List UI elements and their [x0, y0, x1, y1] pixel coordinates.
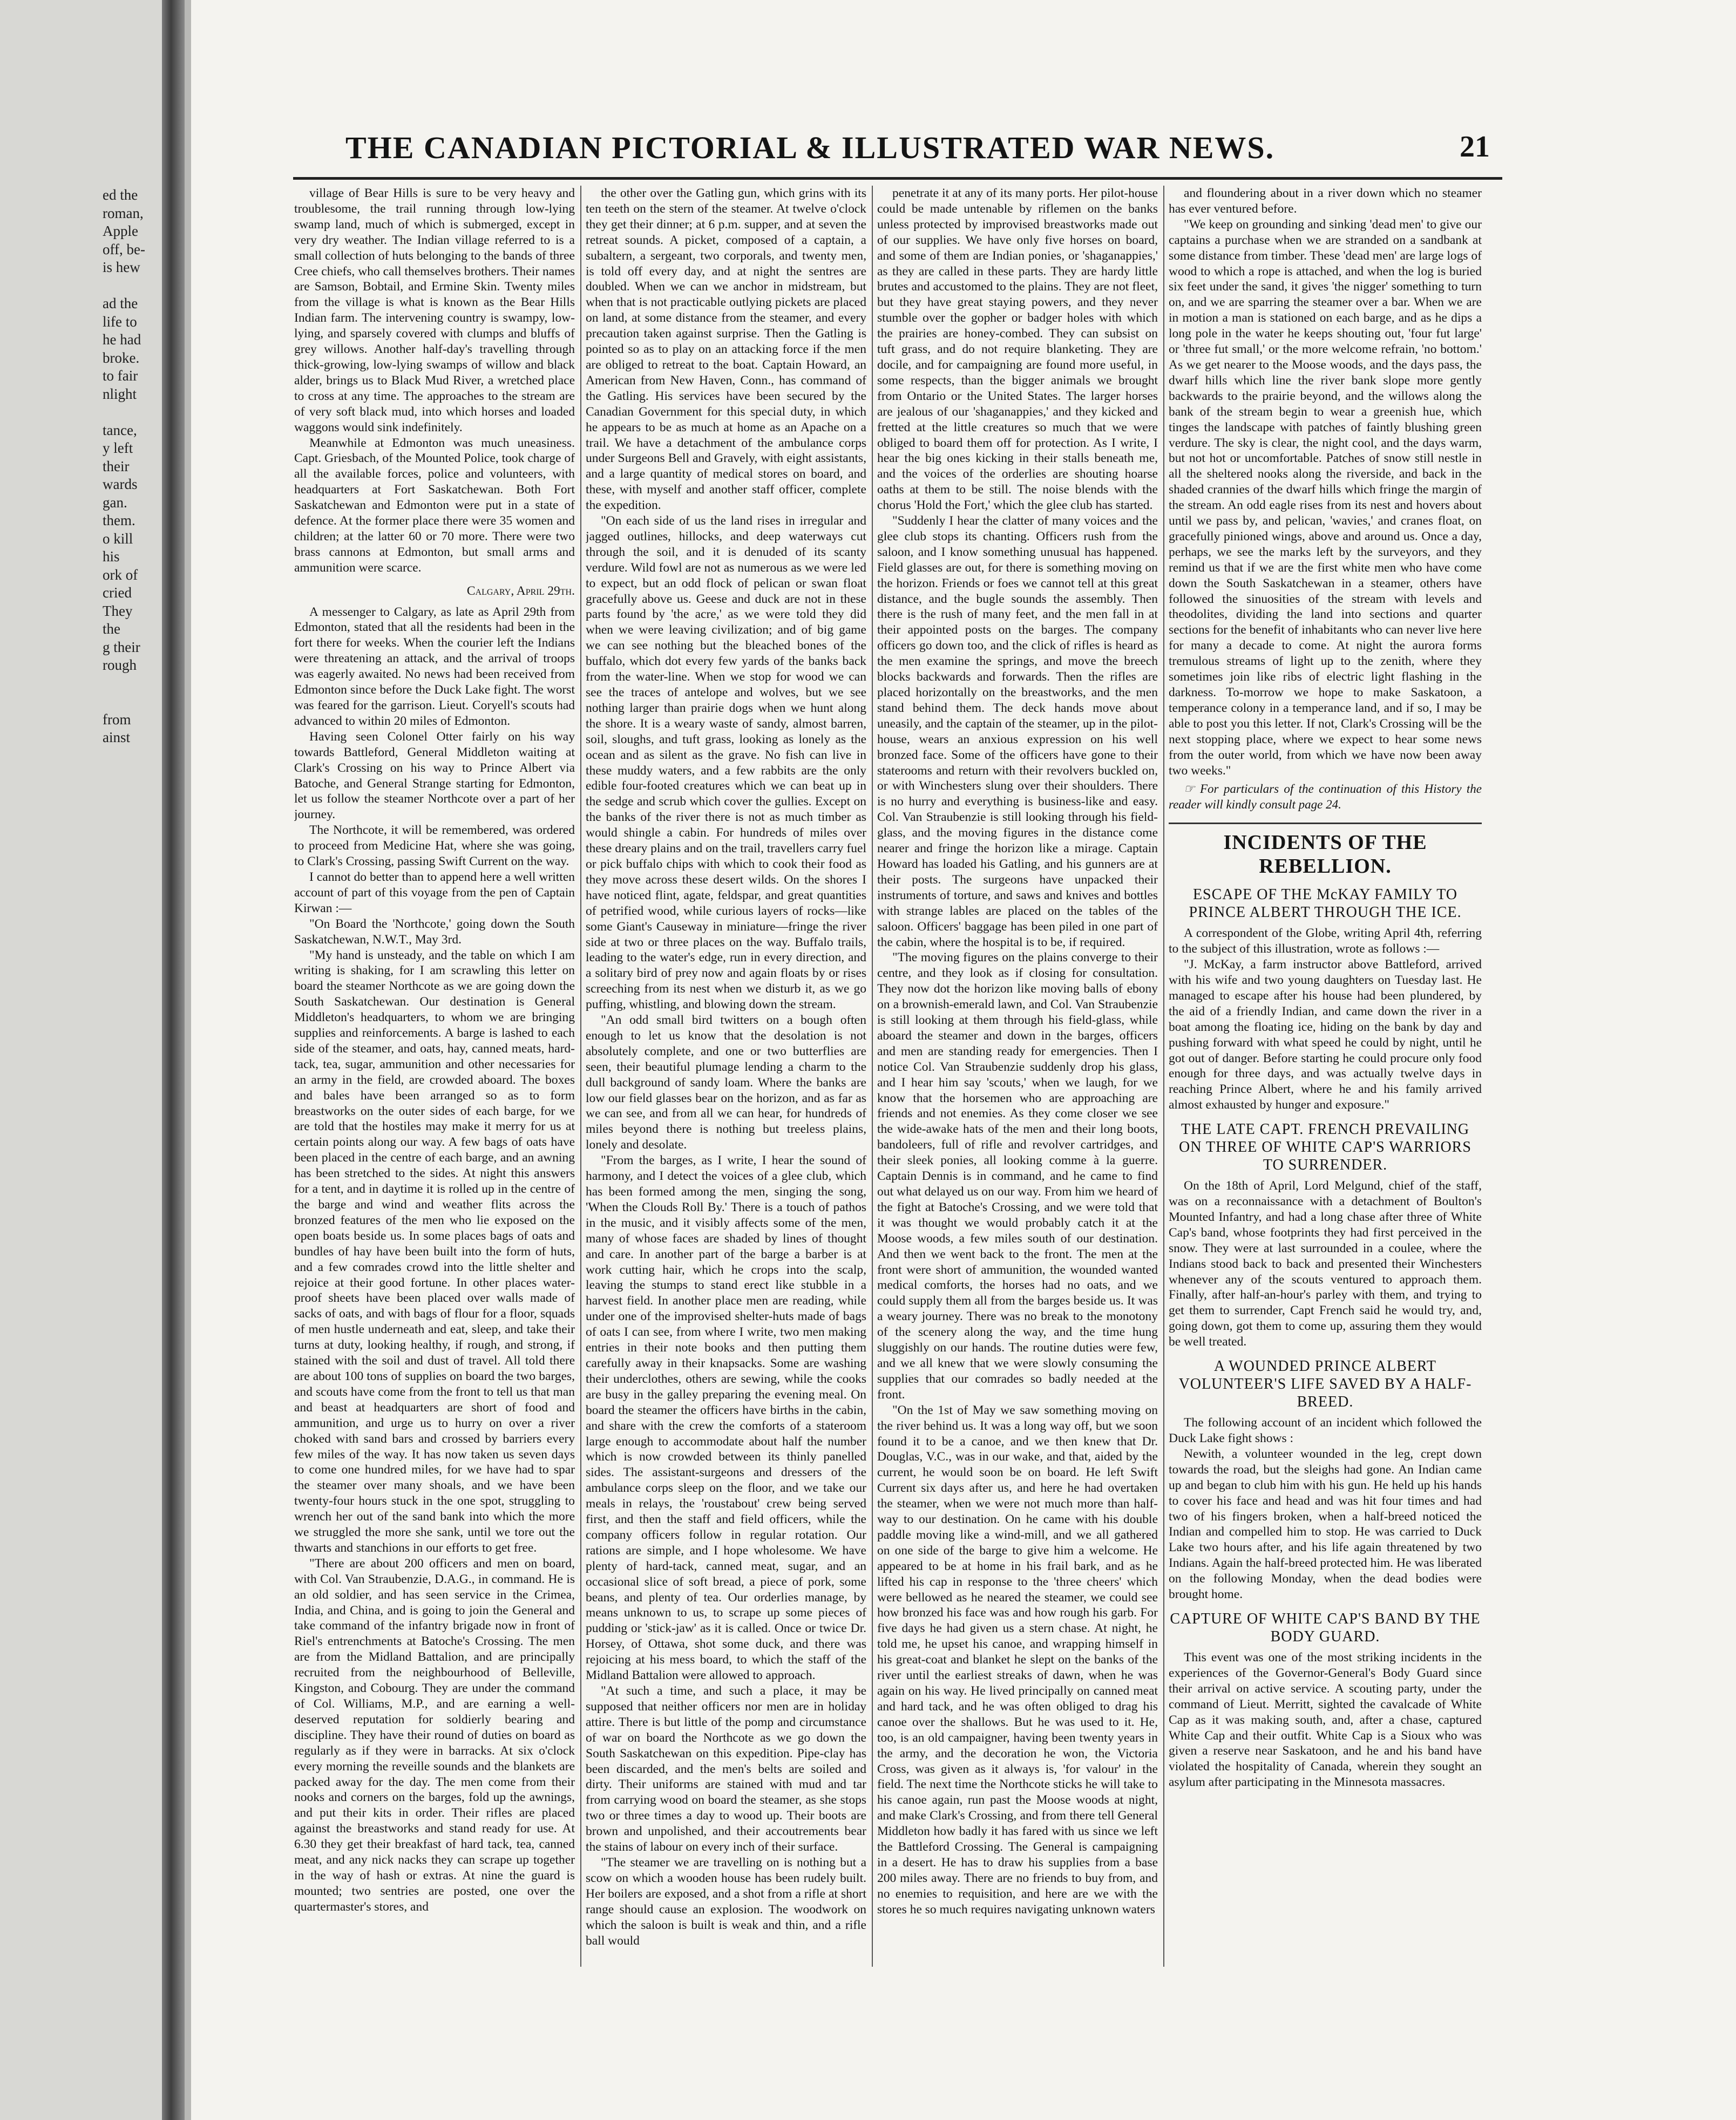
- facing-page-text: the: [103, 621, 120, 637]
- facing-page-text: roman,: [103, 205, 144, 221]
- article-paragraph: I cannot do better than to append here a well written account of part of this voyage from the pen of Captain Kirwan :—: [294, 869, 575, 915]
- facing-page-text: wards: [103, 476, 138, 492]
- facing-page-text: broke.: [103, 349, 140, 366]
- facing-page-text: to fair: [103, 368, 138, 384]
- facing-page-text: their: [103, 458, 130, 474]
- article-subheading: ESCAPE OF THE McKAY FAMILY TO PRINCE ALBERT THROUGH THE ICE.: [1189, 886, 1462, 921]
- article-paragraph: Newith, a volunteer wounded in the leg, crept down towards the road, but the sleighs had gone. An Indian came up and began to club him with his gun. He held up his hands to cover his face and head and was hit four times and had two of his fingers broken, when a half-breed noticed the Indian and compelled him to stop. He was carried to Duck Lake two hours after, and his life again threatened by two Indians. Again the half-breed protected him. He was liberated on the following Monday, when the dead bodies were brought home.: [1169, 1446, 1482, 1602]
- page-header: [345, 130, 1490, 173]
- article-paragraph: On the 18th of April, Lord Melgund, chief of the staff, was on a reconnaissance with a detachment of Boulton's Mounted Infantry, and had a long chase after three of White Cap's band, whose footprints they had first perceived in the snow. They were at last surrounded in a coulee, where the Indians stood back to back and presented their Winchesters whenever any of the scouts ventured to approach them. Finally, after half-an-hour's parley with them, and trying to get them to surrender, Capt French said he would try, and, going down, got them to come up, assuring them they would be well treated.: [1169, 1179, 1482, 1349]
- article-paragraph: "On each side of us the land rises in irregular and jagged outlines, hillocks, and deep waterways cut through the soil, and it is denuded of its scanty verdure. Wild fowl are not as numerous as we were led to expect, but an odd flock of pelican or swan float gracefully above us. Geese and duck are not in these parts found by 'the acre,' as we were told they did when we were leaving civilization; and of big game we can see nothing but the bleached bones of the buffalo, which dot every few yards of the banks back from the water-line. When we stop for wood we can see the traces of antelope and wolves, but we see nothing larger than prairie dogs when we hunt along the shore. It is a weary waste of sandy, almost barren, soil, sloughs, and tuft grass, looking as lonely as the ocean and as silent as the grave. No fish can live in these muddy waters, and a few rabbits are the only edible four-footed creatures which we can beat up in the sedge and scrub which cover the gullies. Except on the banks of the river there is not as much timber as would shingle a cabin. For hundreds of miles over these dreary plains and on the trail, travellers carry fuel or pick buffalo chips with which to cook their food as they move across these desert wilds. On the shores I have noticed flint, agate, feldspar, and great quantities of petrified wood, while curious layers of rocks—like some Giant's Causeway in miniature—fringe the river side at two or three places on the way. Buffalo trails, leading to the water's edge, run in every direction, and a solitary bird of prey now and again floats by or rises screeching from its nest when we disturb it, as we go puffing, whistling, and blowing down the stream.: [586, 514, 866, 1012]
- facing-page-text: life to: [103, 313, 137, 330]
- facing-page-text: y left: [103, 440, 133, 456]
- facing-page-text: ainst: [103, 729, 130, 745]
- article-paragraph: The following account of an incident which followed the Duck Lake fight shows :: [1169, 1416, 1482, 1445]
- article-paragraph: "On the 1st of May we saw something moving on the river behind us. It was a long way off, but we soon found it to be a canoe, and we then knew that Dr. Douglas, V.C., was in our wake, and that, aided by the current, he would soon be on board. He left Swift Current six days after us, and here he had overtaken the steamer, when we were not much more than half-way to our destination. On he came with his double paddle moving like a wind-mill, and we all gathered on one side of the barge to give him a welcome. He appeared to be at home in his frail bark, and as he lifted his cap in response to the 'three cheers' which were bellowed as he neared the steamer, we could see how bronzed his face was and how rough his garb. For five days he had given us a stern chase. At night, he told me, he upset his canoe, and wrapping himself in his great-coat and blanket he slept on the banks of the river until the earliest streaks of dawn, when he was again on his way. He lived principally on canned meat and hard tack, and he was often obliged to drag his canoe over the shallows. But he was used to it. He, too, is an old campaigner, having been twenty years in the army, and the decoration he won, the Victoria Cross, was given as it always is, 'for valour' in the field. The next time the Northcote sticks he will take to his canoe again, run past the Moose woods at night, and make Clark's Crossing, and from there tell General Middleton how badly it has fared with us since we left the Battleford Crossing. The General is campaigning in a desert. He has to draw his supplies from a base 200 miles away. There are no friends to buy from, and no enemies to requisition, and here are we with the stores he so much requires navigating unknown waters: [877, 1403, 1158, 1917]
- article-paragraph: "We keep on grounding and sinking 'dead men' to give our captains a purchase when we are stranded on a sandbank at some distance from timber. These 'dead men' are large logs of wood to which a rope is attached, and when the log is buried six feet under the sand, it gives 'the nigger' something to turn on, and we are sparring the steamer over a bar. When we are in motion a man is stationed on each barge, and as he dips a long pole in the water he keeps shouting out, 'four fut large' or 'three fut small,' or the more welcome refrain, 'no bottom.' As we get nearer to the Moose woods, and the days pass, the dwarf hills which line the river bank slope more gently backwards to the prairie beyond, and the willows along the bank of the stream begin to wear a greenish hue, which tinges the landscape with patches of faintly blushing green verdure. The sky is clear, the night cool, and the days warm, but not hot or uncomfortable. Patches of snow still nestle in all the sheltered nooks along the riverside, and back in the shaded crannies of the dwarf hills which fringe the margin of the stream. An odd eagle rises from its nest and hovers about until we pass by, and pelican, 'wavies,' and cranes float, on gracefully pinioned wings, above and around us. Once a day, perhaps, we see the marks left by the surveyors, and they remind us that if we are the first white men who have come down the South Saskatchewan in a steamer, others have followed the sinuosities of the stream with levels and theodolites, dividing the land into sections and quarter sections for the benefit of inhabitants who can never live here for many a decade to come. At night the aurora forms tremulous streams of light up to the zenith, where they sometimes join like ribs of electric light flashing in the darkness. To-morrow we hope to make Saskatoon, a temperance colony in a temperance land, and if so, I may be able to post you this letter. If not, Clark's Crossing will be the next stopping place, where we expect to hear some news from the outer world, from which we have now been away two weeks.": [1169, 217, 1482, 778]
- article-paragraph: and floundering about in a river down which no steamer has ever ventured before.: [1169, 186, 1482, 216]
- facing-page-text: rough: [103, 657, 137, 673]
- section-rule: [1169, 823, 1482, 824]
- article-paragraph: The Northcote, it will be remembered, was ordered to proceed from Medicine Hat, where she was going, to Clark's Crossing, passing Swift Current on the way.: [294, 823, 575, 869]
- article-paragraph: "Suddenly I hear the clatter of many voices and the glee club stops its chanting. Officers rush from the saloon, and I know something unusual has happened. Field glasses are out, for there is something moving on the horizon. Friends or foes we cannot tell at this great distance, and the bugle sounds the assembly. Then there is the rush of many feet, and the men fall in at their appointed posts on the barges. The company officers go down too, and the click of rifles is heard as the men examine the springs, and move the breech blocks backwards and forwards. Then the rifles are placed horizontally on the breastworks, and the men stand behind them. The deck hands move about uneasily, and the captain of the steamer, up in the pilot-house, wears an anxious expression on his well bronzed face. Some of the officers have gone to their staterooms and return with their revolvers buckled on, or with Winchesters slung over their shoulders. There is no hurry and everything is business-like and easy. Col. Van Straubenzie is still looking through his field-glass, and the moving figures in the distance come nearer and fringe the horizon like a mirage. Captain Howard has loaded his Gatling, and his gunners are at their posts. The surgeons have unpacked their instruments of torture, and saws and knives and bottles with strange lables are placed on the tables of the saloon. Officers' baggage has been piled in one part of the cabin, where the hospital is to be, if required.: [877, 514, 1158, 949]
- article-paragraph: the other over the Gatling gun, which grins with its ten teeth on the stern of the steamer. At twelve o'clock they get their dinner; at 6 p.m. supper, and at seven the retreat sounds. A picket, composed of a captain, a subaltern, a sergeant, two corporals, and twenty men, is told off every day, and at night the sentres are doubled. When we can we anchor in midstream, but when that is not practicable outlying pickets are placed on land, at some distance from the steamer, and every precaution taken against surprise. Then the Gatling is pointed so as to play on an attacking force if the men are obliged to retreat to the boat. Captain Howard, an American from New Haven, Conn., has command of the Gatling. His services have been secured by the Canadian Government for this special duty, in which he appears to be as much at home as an Apache on a trail. We have a detachment of the ambulance corps under Surgeons Bell and Gravely, with eight assistants, and a large quantity of medical stores on board, and these, with myself and another staff officer, complete the expedition.: [586, 186, 866, 513]
- facing-page-text: o kill: [103, 530, 133, 547]
- article-paragraph: "There are about 200 officers and men on board, with Col. Van Straubenzie, D.A.G., in command. He is an old soldier, and has seen service in the Crimea, India, and China, and is going to join the General and take command of the infantry brigade now in front of Riel's entrenchments at Batoche's Crossing. The men are from the Midland Battalion, and are principally recruited from the neighbourhood of Belleville, Kingston, and Cobourg. They are under the command of Col. Williams, M.P., and are earning a well-deserved reputation for soldierly bearing and discipline. They have their round of duties on board as regularly as if they were in barracks. At six o'clock every morning the reveille sounds and the blankets are packed away for the day. The men come from their nooks and corners on the barges, fold up the awnings, and put their kits in order. Their rifles are placed against the breastworks and stand ready for use. At 6.30 they get their breakfast of hard tack, tea, canned meat, and any nick nacks they can scrape up together in the way of hash or extras. At nine the guard is mounted; two sentries are posted, one over the quartermaster's stores, and: [294, 1556, 575, 1914]
- article-paragraph: A correspondent of the Globe, writing April 4th, referring to the subject of this illustration, wrote as follows :—: [1169, 926, 1482, 956]
- page-number: 21: [1460, 130, 1490, 164]
- editorial-note: ☞ For particulars of the continuation of this History the reader will kindly consult page 24.: [1169, 782, 1482, 812]
- facing-page-text: ed the: [103, 187, 138, 203]
- facing-page-text: They: [103, 602, 133, 619]
- article-paragraph: "An odd small bird twitters on a bough often enough to let us know that the desolation is not absolutely complete, and one or two butterflies are seen, their beautiful plumage lending a charm to the dull background of sandy loam. Where the banks are low our field glasses bear on the horizon, and as far as we can see, and from all we can hear, for hundreds of miles beyond there is nothing but treeless plains, lonely and desolate.: [586, 1013, 866, 1152]
- article-paragraph: "At such a time, and such a place, it may be supposed that neither officers nor men are in holiday attire. There is but little of the pomp and circumstance of war on board the Northcote as we go down the South Saskatchewan on this expedition. Pipe-clay has been discarded, and the men's belts are soiled and dirty. Their uniforms are stained with mud and tar from carrying wood on board the steamer, as she stops two or three times a day to wood up. Their boots are brown and unpolished, and their accoutrements bear the stains of labour on every inch of their surface.: [586, 1684, 866, 1854]
- facing-page-text: gan.: [103, 494, 127, 511]
- article-paragraph: "On Board the 'Northcote,' going down the South Saskatchewan, N.W.T., May 3rd.: [294, 916, 575, 947]
- article-paragraph: "My hand is unsteady, and the table on which I am writing is shaking, for I am scrawling this letter on board the steamer Northcote as we are going down the South Saskatchewan. Our destination is General Middleton's headquarters, to whom we are bringing supplies and reinforcements. A barge is lashed to each side of the steamer, and oats, hay, canned meats, hard-tack, tea, sugar, ammunition and other necessaries for an army in the field, are crowded aboard. The boxes and bales have been arranged so as to form breastworks on the outer sides of each barge, for we are told that the hostiles may make it merry for us at certain points along our way. A few bags of oats have been placed in the centre of each barge, and an awning has been stretched to the sides. At night this answers for a tent, and in daytime it is rolled up in the centre of the barge and wind and weather flits across the bronzed features of the men who lie exposed on the open boats beside us. In some places bags of oats and bundles of hay have been built into the form of huts, and a few comrades crowd into the little shelter and rejoice at their good fortune. In other places water-proof sheets have been placed over walls made of sacks of oats, and with bags of flour for a floor, squads of men hustle underneath and eat, sleep, and take their turns at duty, looking healthy, if rough, and strong, if stained with the soil and dust of travel. All told there are about 100 tons of supplies on board the two barges, and scouts have come from the front to tell us that man and beast at headquarters are short of food and ammunition, and urge us to hurry on over a river choked with sand bars and crossed by barriers every few miles of the way. It has now taken us seven days to come one hundred miles, for we have had to spar the steamer over many shoals, and we have been twenty-four hours stuck in the one spot, struggling to wrench her out of the sand bank into which the more we struggled the more she sank, until we tore out the thwarts and stanchions in our efforts to get free.: [294, 948, 575, 1555]
- facing-page-text: g their: [103, 638, 140, 655]
- facing-page-text: tance,: [103, 422, 137, 438]
- column-2: [586, 186, 866, 1967]
- article-paragraph: Having seen Colonel Otter fairly on his way towards Battleford, General Middleton waiting at Clark's Crossing on his way to Prince Albert via Batoche, and General Strange starting for Edmonton, let us follow the steamer Northcote over a part of her journey.: [294, 729, 575, 822]
- facing-page-text: he had: [103, 331, 141, 348]
- facing-page-fragment: [0, 0, 162, 2120]
- article-subheading: CAPTURE OF WHITE CAP'S BAND BY THE BODY GUARD.: [1170, 1610, 1481, 1645]
- facing-page-text: Apple: [103, 223, 138, 239]
- book-spine: [162, 0, 185, 2120]
- facing-page-text: his: [103, 548, 120, 565]
- facing-page-text: them.: [103, 512, 135, 528]
- column-4: [1169, 186, 1482, 1967]
- header-rule: [293, 177, 1502, 180]
- column-1: [294, 186, 575, 1967]
- section-heading: INCIDENTS OF THE REBELLION.: [1223, 831, 1427, 878]
- page-gutter: [185, 0, 191, 2120]
- article-subheading: THE LATE CAPT. FRENCH PREVAILING ON THREE OF WHITE CAP'S WARRIORS TO SURRENDER.: [1179, 1121, 1471, 1174]
- facing-page-text: ad the: [103, 295, 138, 311]
- column-divider: [580, 186, 581, 1967]
- article-paragraph: Meanwhile at Edmonton was much uneasiness. Capt. Griesbach, of the Mounted Police, took charge of all the available forces, police and volunteers, with headquarters at Fort Saskatchewan. Both Fort Saskatchewan and Edmonton were put in a state of defence. At the former place there were 35 women and children; at the latter 60 or 70 more. There were two brass cannons at Edmonton, but small arms and ammunition were scarce.: [294, 436, 575, 575]
- article-paragraph: "J. McKay, a farm instructor above Battleford, arrived with his wife and two young daughters on Tuesday last. He managed to escape after his house had been plundered, by the aid of a friendly Indian, and came down the river in a boat among the floating ice, hiding on the bank by day and pushing forward with what speed he could by night, until he got out of danger. Before starting he could procure only food enough for three days, and was actually twelve days in reaching Prince Albert, where he and his family arrived almost exhausted by hunger and exposure.": [1169, 957, 1482, 1112]
- column-divider: [1163, 186, 1164, 1967]
- article-paragraph: "The moving figures on the plains converge to their centre, and they look as if closing for consultation. They now dot the horizon like moving balls of ebony on a brownish-emerald lawn, and Col. Van Straubenzie is still looking at them through his field-glass, while aboard the steamer and down in the barges, officers and men are standing ready for emergencies. Then I notice Col. Van Straubenzie suddenly drop his glass, and I hear him say 'scouts,' when we laugh, for we know that the horsemen who are approaching are friends and not enemies. As they come closer we see the wide-awake hats of the men and their long boots, bandoleers, full of rifle and revolver cartridges, and their sleek ponies, all looking comme à la guerre. Captain Dennis is in command, and he came to find out what delayed us on our way. From him we heard of the fight at Batoche's Crossing, and we were told that it was thought we would probably catch it at the Moose woods, a few miles south of our destination. And then we went back to the front. The men at the front were short of ammunition, the wounded wanted medical comforts, the horses had no oats, and we could supply them all from the barges beside us. It was a weary journey. There was no break to the monotony of the scenery along the way, and the time hung sluggishly on our hands. The routine duties were few, and we all knew that we were slowly consuming the supplies that our comrades so badly needed at the front.: [877, 950, 1158, 1402]
- facing-page-text: from: [103, 711, 131, 728]
- facing-page-text: off, be-: [103, 241, 145, 257]
- article-paragraph: penetrate it at any of its many ports. Her pilot-house could be made untenable by riflemen on the banks unless protected by improvised breastworks made out of our supplies. We have only five horses on board, and some of them are Indian ponies, or 'shaganappies,' as they are called in these parts. They are hardy little brutes and accustomed to the plains. They are not fleet, but they have great staying powers, and they never stumble over the gopher or badger holes with which the prairies are honey-combed. They can subsist on tuft grass, and do not require blanketing. They are docile, and for campaigning are found more useful, in some respects, than the bigger animals we brought from Ontario or the United States. The larger horses are jealous of our 'shaganappies,' and they kicked and fretted at the little creatures so much that we were obliged to board them off for protection. As I write, I hear the big ones kicking in their stalls beneath me, and the voices of the orderlies are shouting hoarse oaths at them to be still. The noise blends with the chorus 'Hold the Fort,' which the glee club has started.: [877, 186, 1158, 513]
- article-paragraph: "From the barges, as I write, I hear the sound of harmony, and I detect the voices of a glee club, which has been formed among the men, singing the song, 'When the Clouds Roll By.' There is a touch of pathos in the music, and it visibly affects some of the men, many of whose faces are shaded by lines of thought and care. In another part of the barge a barber is at work cutting hair, which he crops into the scalp, leaving the stumps to stand erect like stubble in a harvest field. In another place men are reading, while under one of the improvised shelter-huts made of bags of oats I can see, from where I write, two men making entries in their note books and then putting them carefully away in their knapsacks. Some are washing their underclothes, others are sewing, while the cooks are busy in the galley preparing the evening meal. On board the steamer the officers have births in the cabin, and share with the crew the comforts of a stateroom large enough to accommodate about half the number which is now crowded between its thinly panelled sides. The assistant-surgeons and dressers of the ambulance corps sleep on the floor, and we take our meals in relays, the 'roustabout' crew being served first, and then the staff and field officers, while the company officers follow in regular rotation. Our rations are simple, and I hope wholesome. We have plenty of hard-tack, canned meat, sugar, and an occasional slice of soft bread, a piece of pork, some beans, and plenty of tea. Our orderlies manage, by means unknown to us, to scrape up some pieces of pudding or 'stick-jaw' as it is called. Once or twice Dr. Horsey, of Ottawa, shot some duck, and there was rejoicing at his mess board, to which the staff of the Midland Battalion were allowed to approach.: [586, 1153, 866, 1683]
- article-paragraph: This event was one of the most striking incidents in the experiences of the Governor-General's Body Guard since their arrival on active service. A scouting party, under the command of Lieut. Merritt, sighted the cavalcade of White Cap as it was making south, and, after a chase, captured White Cap and their outfit. White Cap is a Sioux who was given a reserve near Saskatoon, and he and his band have violated the hospitality of Canada, wherein they sought an asylum after participating in the Minnesota massacres.: [1169, 1650, 1482, 1790]
- article-paragraph: village of Bear Hills is sure to be very heavy and troublesome, the trail running through low-lying swamp land, much of which is submerged, except in very dry weather. The Indian village referred to is a small collection of huts belonging to the bands of three Cree chiefs, who call themselves brothers. Their names are Samson, Bobtail, and Ermine Skin. Twenty miles from the village is what is known as the Bear Hills Indian farm. The intervening country is swampy, low-lying, and sparsely covered with clumps and bluffs of grey willows. Another half-day's travelling through thick-growing, low-lying swamps of willow and black alder, brings us to Black Mud River, a wretched place to cross at any time. The approaches to the stream are of very soft black mud, into which horses and loaded waggons would sink indefinitely.: [294, 186, 575, 434]
- article-paragraph: A messenger to Calgary, as late as April 29th from Edmonton, stated that all the residents had been in the fort there for weeks. When the courier left the Indians were threatening an attack, and the arrival of troops was eagerly awaited. No news had been received from Edmonton since before the Duck Lake fight. The worst was feared for the garrison. Lieut. Coryell's scouts had advanced to within 20 miles of Edmonton.: [294, 604, 575, 728]
- facing-page-text: ork of: [103, 566, 138, 583]
- column-3: [877, 186, 1158, 1967]
- dateline: Calgary, April 29th.: [466, 583, 575, 598]
- article-subheading: A WOUNDED PRINCE ALBERT VOLUNTEER'S LIFE SAVED BY A HALF-BREED.: [1178, 1358, 1472, 1411]
- page-title: THE CANADIAN PICTORIAL & ILLUSTRATED WAR NEWS.: [345, 130, 1275, 165]
- facing-page-text: nlight: [103, 385, 137, 402]
- article-paragraph: "The steamer we are travelling on is nothing but a scow on which a wooden house has been rudely built. Her boilers are exposed, and a shot from a rifle at short range should cause an explosion. The woodwork on which the saloon is built is weak and thin, and a rifle ball would: [586, 1855, 866, 1948]
- column-divider: [872, 186, 873, 1967]
- facing-page-text: cried: [103, 585, 132, 601]
- facing-page-text: is hew: [103, 259, 140, 275]
